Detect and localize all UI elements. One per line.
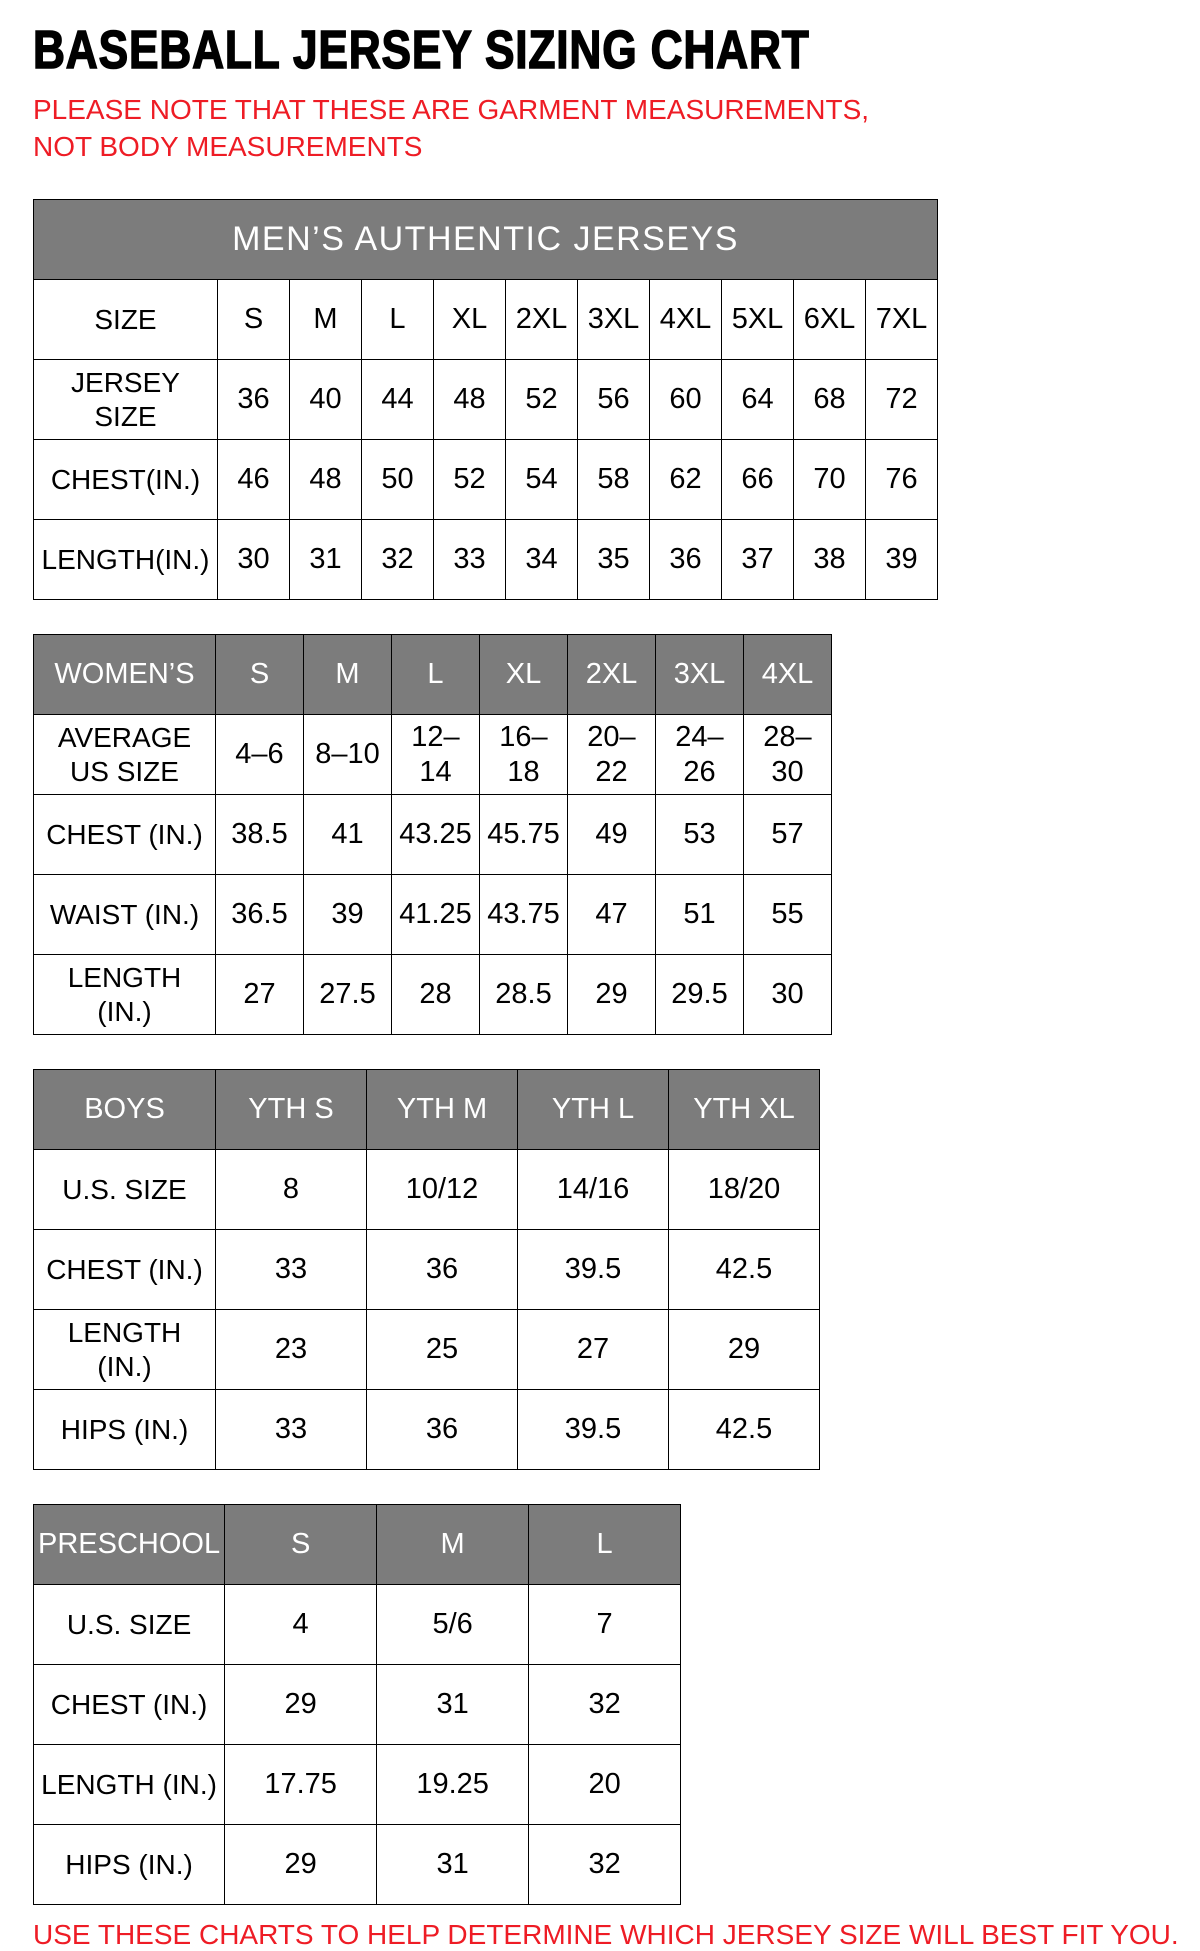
column-header: YTH S xyxy=(216,1070,367,1150)
table-cell: 50 xyxy=(362,440,434,520)
table-cell: 10/12 xyxy=(367,1150,518,1230)
table-cell: 36 xyxy=(650,520,722,600)
table-cell: XL xyxy=(434,280,506,360)
column-header: M xyxy=(377,1505,529,1585)
table-cell: 33 xyxy=(216,1390,367,1470)
table-cell: 42.5 xyxy=(669,1230,820,1310)
table-cell: 49 xyxy=(568,795,656,875)
table-row xyxy=(34,715,832,795)
column-header: S xyxy=(216,635,304,715)
table-cell: 8 xyxy=(216,1150,367,1230)
table-cell: 45.75 xyxy=(480,795,568,875)
table-cell: 36 xyxy=(367,1230,518,1310)
column-header: 3XL xyxy=(656,635,744,715)
row-label: WAIST (IN.) xyxy=(34,875,216,955)
table-cell: 76 xyxy=(866,440,938,520)
table-cell: 72 xyxy=(866,360,938,440)
table-cell: 18/20 xyxy=(669,1150,820,1230)
table-cell: 64 xyxy=(722,360,794,440)
table-cell: 56 xyxy=(578,360,650,440)
table-cell: 19.25 xyxy=(377,1745,529,1825)
table-cell: 25 xyxy=(367,1310,518,1390)
table-cell: 29 xyxy=(225,1665,377,1745)
womens-table-title: WOMEN’S xyxy=(34,635,216,715)
table-cell: 39.5 xyxy=(518,1390,669,1470)
table-cell: 43.25 xyxy=(392,795,480,875)
table-row xyxy=(34,1230,820,1310)
table-cell: 43.75 xyxy=(480,875,568,955)
preschool-sizing-table xyxy=(33,1504,681,1905)
table-cell: 36 xyxy=(218,360,290,440)
table-cell: 27 xyxy=(216,955,304,1035)
table-cell: 34 xyxy=(506,520,578,600)
table-row xyxy=(34,1585,681,1665)
table-row xyxy=(34,875,832,955)
preschool-header-row xyxy=(34,1505,681,1585)
column-header: L xyxy=(392,635,480,715)
footer-note: USE THESE CHARTS TO HELP DETERMINE WHICH JERSEY SIZE WILL BEST FIT YOU. xyxy=(33,1919,1179,1951)
table-cell: 4–6 xyxy=(216,715,304,795)
table-row xyxy=(34,520,938,600)
table-cell: 29 xyxy=(225,1825,377,1905)
table-cell: 48 xyxy=(434,360,506,440)
table-cell: 66 xyxy=(722,440,794,520)
table-cell: 42.5 xyxy=(669,1390,820,1470)
table-cell: 5XL xyxy=(722,280,794,360)
table-cell: 62 xyxy=(650,440,722,520)
table-cell: 4 xyxy=(225,1585,377,1665)
table-cell: 28 xyxy=(392,955,480,1035)
table-cell: 29 xyxy=(669,1310,820,1390)
table-cell: 46 xyxy=(218,440,290,520)
table-cell: 27 xyxy=(518,1310,669,1390)
row-label: LENGTH (IN.) xyxy=(34,1745,225,1825)
table-cell: 33 xyxy=(434,520,506,600)
table-cell: 36.5 xyxy=(216,875,304,955)
table-cell: 29 xyxy=(568,955,656,1035)
row-label: U.S. SIZE xyxy=(34,1150,216,1230)
womens-header-row xyxy=(34,635,832,715)
table-row xyxy=(34,280,938,360)
column-header: L xyxy=(529,1505,681,1585)
column-header: 2XL xyxy=(568,635,656,715)
table-cell: 2XL xyxy=(506,280,578,360)
table-row xyxy=(34,1665,681,1745)
row-label: U.S. SIZE xyxy=(34,1585,225,1665)
table-cell: 28–30 xyxy=(744,715,832,795)
table-cell: 14/16 xyxy=(518,1150,669,1230)
boys-sizing-table xyxy=(33,1069,820,1470)
table-cell: 44 xyxy=(362,360,434,440)
table-cell: 70 xyxy=(794,440,866,520)
table-row xyxy=(34,1825,681,1905)
column-header: YTH XL xyxy=(669,1070,820,1150)
table-row xyxy=(34,1150,820,1230)
table-cell: 31 xyxy=(290,520,362,600)
table-cell: 39 xyxy=(304,875,392,955)
row-label: HIPS (IN.) xyxy=(34,1390,216,1470)
table-cell: 20 xyxy=(529,1745,681,1825)
row-label: CHEST(IN.) xyxy=(34,440,218,520)
table-cell: M xyxy=(290,280,362,360)
table-cell: 36 xyxy=(367,1390,518,1470)
table-cell: 31 xyxy=(377,1665,529,1745)
table-cell: 12–14 xyxy=(392,715,480,795)
table-cell: 41.25 xyxy=(392,875,480,955)
mens-authentic-jerseys-table xyxy=(33,199,938,600)
row-label: JERSEY SIZE xyxy=(34,360,218,440)
table-cell: 28.5 xyxy=(480,955,568,1035)
row-label: SIZE xyxy=(34,280,218,360)
row-label: LENGTH(IN.) xyxy=(34,520,218,600)
column-header: YTH L xyxy=(518,1070,669,1150)
table-cell: 5/6 xyxy=(377,1585,529,1665)
table-cell: 38.5 xyxy=(216,795,304,875)
table-cell: 4XL xyxy=(650,280,722,360)
table-cell: 7 xyxy=(529,1585,681,1665)
table-cell: 16–18 xyxy=(480,715,568,795)
table-cell: 3XL xyxy=(578,280,650,360)
table-cell: 20–22 xyxy=(568,715,656,795)
table-row xyxy=(34,360,938,440)
page-title: BASEBALL JERSEY SIZING CHART xyxy=(33,20,810,80)
table-row xyxy=(34,795,832,875)
table-cell: 40 xyxy=(290,360,362,440)
table-cell: 37 xyxy=(722,520,794,600)
table-cell: 32 xyxy=(529,1825,681,1905)
column-header: XL xyxy=(480,635,568,715)
table-row xyxy=(34,1310,820,1390)
garment-measurement-note: PLEASE NOTE THAT THESE ARE GARMENT MEASUREMENTS, NOT BODY MEASUREMENTS xyxy=(33,93,870,162)
row-label: AVERAGE US SIZE xyxy=(34,715,216,795)
row-label: LENGTH (IN.) xyxy=(34,955,216,1035)
table-cell: 68 xyxy=(794,360,866,440)
boys-table-title: BOYS xyxy=(34,1070,216,1150)
table-cell: 31 xyxy=(377,1825,529,1905)
table-cell: 8–10 xyxy=(304,715,392,795)
table-cell: 52 xyxy=(434,440,506,520)
table-row xyxy=(34,955,832,1035)
table-cell: 30 xyxy=(744,955,832,1035)
table-cell: 52 xyxy=(506,360,578,440)
table-cell: 58 xyxy=(578,440,650,520)
column-header: 4XL xyxy=(744,635,832,715)
table-cell: 38 xyxy=(794,520,866,600)
table-cell: 53 xyxy=(656,795,744,875)
column-header: S xyxy=(225,1505,377,1585)
table-cell: 48 xyxy=(290,440,362,520)
table-cell: 39 xyxy=(866,520,938,600)
table-cell: 47 xyxy=(568,875,656,955)
table-row xyxy=(34,440,938,520)
table-cell: 30 xyxy=(218,520,290,600)
mens-table-title: MEN’S AUTHENTIC JERSEYS xyxy=(34,200,938,280)
table-cell: 6XL xyxy=(794,280,866,360)
table-cell: 32 xyxy=(529,1665,681,1745)
table-cell: 54 xyxy=(506,440,578,520)
table-cell: 7XL xyxy=(866,280,938,360)
table-row xyxy=(34,1745,681,1825)
table-cell: 29.5 xyxy=(656,955,744,1035)
womens-sizing-table xyxy=(33,634,832,1035)
mens-banner-row xyxy=(34,200,938,280)
table-cell: 33 xyxy=(216,1230,367,1310)
table-cell: 32 xyxy=(362,520,434,600)
table-cell: 17.75 xyxy=(225,1745,377,1825)
table-cell: 51 xyxy=(656,875,744,955)
column-header: YTH M xyxy=(367,1070,518,1150)
table-cell: 35 xyxy=(578,520,650,600)
table-cell: 27.5 xyxy=(304,955,392,1035)
table-cell: 57 xyxy=(744,795,832,875)
row-label: HIPS (IN.) xyxy=(34,1825,225,1905)
row-label: CHEST (IN.) xyxy=(34,1665,225,1745)
table-cell: L xyxy=(362,280,434,360)
table-row xyxy=(34,1390,820,1470)
column-header: M xyxy=(304,635,392,715)
table-cell: 55 xyxy=(744,875,832,955)
row-label: CHEST (IN.) xyxy=(34,795,216,875)
table-cell: S xyxy=(218,280,290,360)
table-cell: 60 xyxy=(650,360,722,440)
preschool-table-title: PRESCHOOL xyxy=(34,1505,225,1585)
table-cell: 24–26 xyxy=(656,715,744,795)
row-label: LENGTH (IN.) xyxy=(34,1310,216,1390)
boys-header-row xyxy=(34,1070,820,1150)
row-label: CHEST (IN.) xyxy=(34,1230,216,1310)
table-cell: 23 xyxy=(216,1310,367,1390)
table-cell: 41 xyxy=(304,795,392,875)
table-cell: 39.5 xyxy=(518,1230,669,1310)
